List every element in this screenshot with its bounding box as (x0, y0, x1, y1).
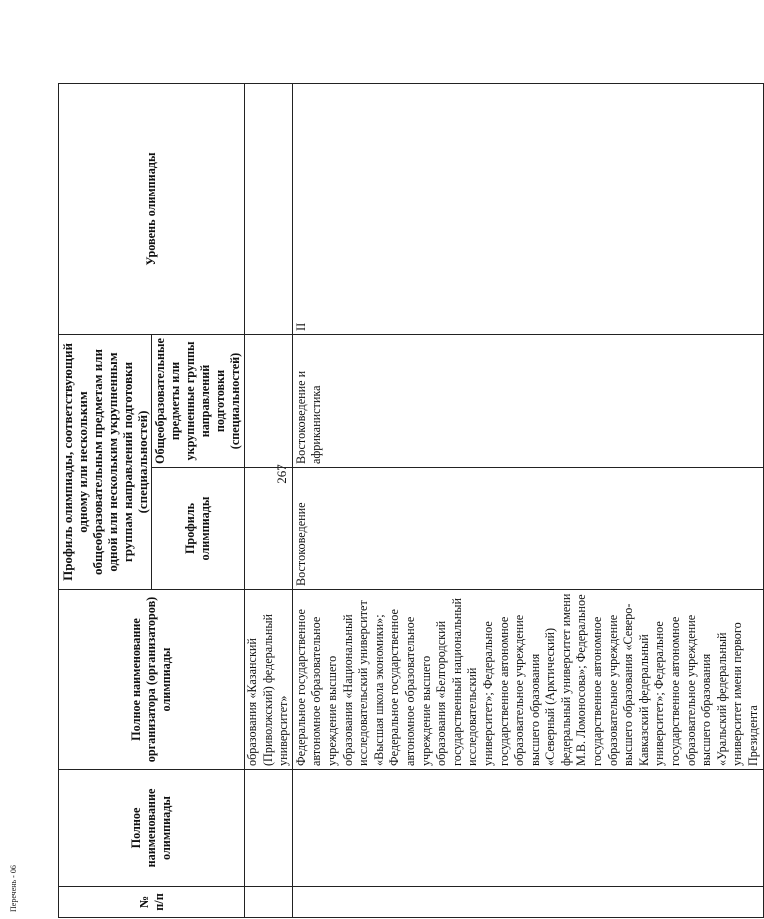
cell-profile-empty (245, 468, 293, 590)
header-row-top (59, 83, 152, 917)
cell-num-empty (245, 887, 293, 918)
table-row (292, 83, 763, 917)
olympiad-table-container (58, 84, 760, 918)
header-organizer: Полное наименование организатора (организаторов) олимпиады (59, 590, 245, 770)
header-profile-group: Профиль олимпиады, соответствующий одному или нескольким общеобразовательным предметам или одной или нескольким укрупненным группам направлений подготовки (специальностей) (59, 334, 152, 589)
header-name: Полное наименование олимпиады (59, 770, 245, 887)
cell-name (292, 770, 763, 887)
header-profile: Профиль олимпиады (152, 468, 245, 590)
cell-organizer: Федеральное государственное автономное образовательное учреждение высшего образования «Национальный исследовательский университет «Высшая школа экономики»; Федеральное государственное автономное образовательное учреждение высшего образования «Белгородский государственный национальный исследовательский университет»; Федеральное государственное автономное образовательное учреждение высшего образования «Северный (Арктический) федеральный университет имени М.В. Ломоносова»; Федеральное государственное автономное образовательное учреждение высшего образования «Северо-Кавказский федеральный университет»; Федеральное государственное автономное образовательное учреждение высшего образования «Уральский федеральный университет имени первого Президента (292, 590, 763, 770)
cell-name-empty (245, 770, 293, 887)
cell-level: II (292, 83, 763, 334)
page-number: 267 (274, 464, 289, 484)
olympiad-table (58, 83, 764, 918)
cell-subjects: Востоковедение и африканистика (292, 334, 763, 467)
cell-organizer-continued: образования «Казанский (Приволжский) федеральный университет» (245, 590, 293, 770)
cell-profile: Востоковедение (292, 468, 763, 590)
cell-num (292, 887, 763, 918)
footer-text: Перечень - 06 (9, 865, 18, 912)
table-row-continued (245, 83, 293, 917)
cell-subjects-empty (245, 334, 293, 467)
header-level: Уровень олимпиады (59, 83, 245, 334)
header-num: № п/п (59, 887, 245, 918)
header-subjects: Общеобразовательные предметы или укрупненные группы направлений подготовки (специальностей) (152, 334, 245, 467)
cell-level-empty (245, 83, 293, 334)
